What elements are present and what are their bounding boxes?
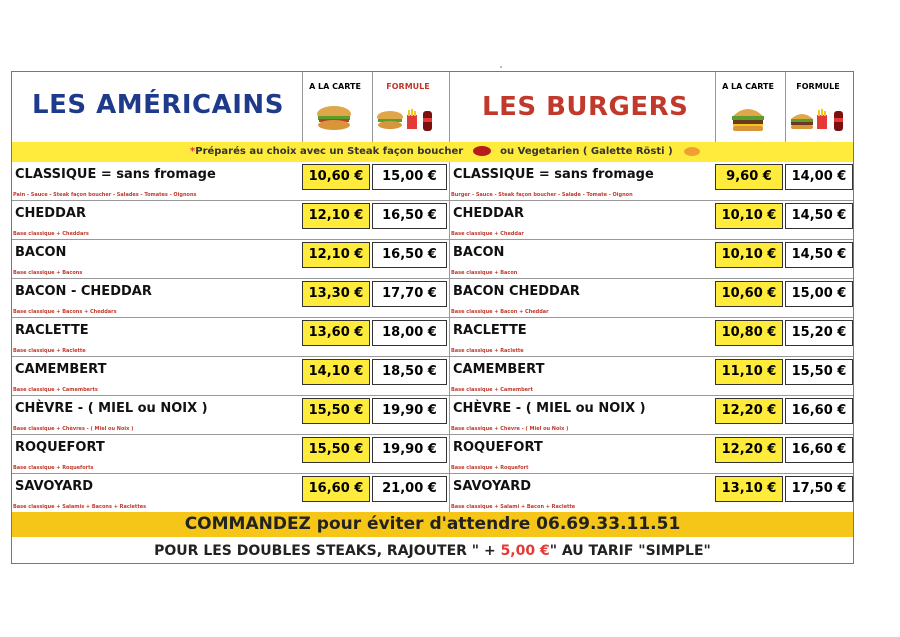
left-item-desc: Base classique + Chèvres - ( Miel ou Noix ) bbox=[13, 426, 134, 432]
left-formula-icon bbox=[375, 105, 445, 133]
left-item-name: CAMEMBERT bbox=[15, 362, 107, 377]
right-title: LES BURGERS bbox=[482, 92, 689, 122]
left-price-carte: 12,10 € bbox=[302, 242, 370, 268]
right-item-name: RACLETTE bbox=[453, 323, 527, 338]
right-item-desc: Base classique + Camembert bbox=[451, 387, 533, 393]
menu-sheet bbox=[11, 71, 854, 564]
double-after: " AU TARIF "SIMPLE" bbox=[549, 543, 711, 559]
left-item-name: BACON bbox=[15, 245, 67, 260]
right-price-carte: 10,10 € bbox=[715, 203, 783, 229]
right-price-formule: 15,00 € bbox=[785, 281, 853, 307]
left-item-desc: Pain - Sauce - Steak façon boucher - Salades - Tomates - Oignons bbox=[13, 192, 197, 198]
left-price-carte: 12,10 € bbox=[302, 203, 370, 229]
order-banner: COMMANDEZ pour éviter d'attendre 06.69.33.11.51 bbox=[12, 512, 853, 537]
left-price-carte: 10,60 € bbox=[302, 164, 370, 190]
right-price-carte: 12,20 € bbox=[715, 398, 783, 424]
right-price-carte: 9,60 € bbox=[715, 164, 783, 190]
note-star: * bbox=[190, 146, 196, 157]
left-price-carte: 13,60 € bbox=[302, 320, 370, 346]
right-price-carte: 10,80 € bbox=[715, 320, 783, 346]
note-part1: Préparés au choix avec un Steak façon boucher bbox=[195, 146, 464, 157]
right-price-formule: 14,00 € bbox=[785, 164, 853, 190]
right-item-desc: Base classique + Chèvre - ( Miel ou Noix ) bbox=[451, 426, 569, 432]
right-item-name: ROQUEFORT bbox=[453, 440, 543, 455]
left-price-carte: 14,10 € bbox=[302, 359, 370, 385]
right-formula-icon bbox=[789, 105, 855, 133]
right-price-formule: 16,60 € bbox=[785, 398, 853, 424]
right-item-name: CAMEMBERT bbox=[453, 362, 545, 377]
left-item-desc: Base classique + Bacons + Cheddars bbox=[13, 309, 117, 315]
preparation-note bbox=[190, 146, 700, 157]
left-item-desc: Base classique + Raclette bbox=[13, 348, 86, 354]
left-item-name: CLASSIQUE = sans fromage bbox=[15, 167, 216, 182]
left-item-name: SAVOYARD bbox=[15, 479, 93, 494]
double-amount: 5,00 € bbox=[500, 543, 550, 559]
note-part2: ou Vegetarien ( Galette Rösti ) bbox=[500, 146, 673, 157]
right-item-name: SAVOYARD bbox=[453, 479, 531, 494]
right-item-desc: Burger - Sauce - Steak façon boucher - Salade - Tomate - Oignon bbox=[451, 192, 633, 198]
left-price-carte: 13,30 € bbox=[302, 281, 370, 307]
right-price-carte: 10,60 € bbox=[715, 281, 783, 307]
right-item-name: CHEDDAR bbox=[453, 206, 524, 221]
right-col-a-label: A LA CARTE bbox=[722, 82, 774, 91]
left-price-formule: 16,50 € bbox=[372, 242, 447, 268]
right-item-name: BACON bbox=[453, 245, 505, 260]
right-item-name: CLASSIQUE = sans fromage bbox=[453, 167, 654, 182]
left-price-formule: 18,50 € bbox=[372, 359, 447, 385]
left-price-formule: 15,00 € bbox=[372, 164, 447, 190]
left-item-desc: Base classique + Camemberts bbox=[13, 387, 98, 393]
right-price-formule: 16,60 € bbox=[785, 437, 853, 463]
right-price-formule: 17,50 € bbox=[785, 476, 853, 502]
left-price-formule: 19,90 € bbox=[372, 398, 447, 424]
right-col-b-label: FORMULE bbox=[796, 82, 840, 91]
left-item-name: BACON - CHEDDAR bbox=[15, 284, 152, 299]
right-item-desc: Base classique + Roquefort bbox=[451, 465, 529, 471]
left-price-formule: 18,00 € bbox=[372, 320, 447, 346]
right-price-formule: 14,50 € bbox=[785, 203, 853, 229]
right-burger-icon bbox=[728, 102, 768, 134]
right-item-name: BACON CHEDDAR bbox=[453, 284, 580, 299]
right-price-formule: 15,20 € bbox=[785, 320, 853, 346]
left-item-name: RACLETTE bbox=[15, 323, 89, 338]
right-price-carte: 10,10 € bbox=[715, 242, 783, 268]
left-item-name: CHÈVRE - ( MIEL ou NOIX ) bbox=[15, 401, 208, 416]
right-item-desc: Base classique + Bacon + Cheddar bbox=[451, 309, 549, 315]
right-item-name: CHÈVRE - ( MIEL ou NOIX ) bbox=[453, 401, 646, 416]
left-price-formule: 21,00 € bbox=[372, 476, 447, 502]
left-price-formule: 17,70 € bbox=[372, 281, 447, 307]
left-price-formule: 16,50 € bbox=[372, 203, 447, 229]
right-price-carte: 11,10 € bbox=[715, 359, 783, 385]
right-price-carte: 13,10 € bbox=[715, 476, 783, 502]
right-item-desc: Base classique + Bacon bbox=[451, 270, 518, 276]
left-price-carte: 15,50 € bbox=[302, 398, 370, 424]
left-col-a-label: A LA CARTE bbox=[309, 82, 361, 91]
right-price-formule: 14,50 € bbox=[785, 242, 853, 268]
left-item-name: CHEDDAR bbox=[15, 206, 86, 221]
right-item-desc: Base classique + Cheddar bbox=[451, 231, 524, 237]
double-before: POUR LES DOUBLES STEAKS, RAJOUTER " + bbox=[154, 543, 501, 559]
right-price-formule: 15,50 € bbox=[785, 359, 853, 385]
left-col-b-label: FORMULE bbox=[386, 82, 430, 91]
left-item-desc: Base classique + Bacons bbox=[13, 270, 83, 276]
left-item-desc: Base classique + Cheddars bbox=[13, 231, 89, 237]
right-item-desc: Base classique + Salami + Bacon + Raclette bbox=[451, 504, 576, 510]
left-price-carte: 15,50 € bbox=[302, 437, 370, 463]
left-title: LES AMÉRICAINS bbox=[32, 90, 284, 120]
left-item-name: ROQUEFORT bbox=[15, 440, 105, 455]
right-item-desc: Base classique + Raclette bbox=[451, 348, 524, 354]
left-item-desc: Base classique + Roqueforts bbox=[13, 465, 94, 471]
left-price-formule: 19,90 € bbox=[372, 437, 447, 463]
double-steak-note bbox=[12, 537, 853, 565]
rosti-icon bbox=[684, 147, 700, 156]
right-price-carte: 12,20 € bbox=[715, 437, 783, 463]
left-sandwich-icon bbox=[314, 102, 354, 132]
left-price-carte: 16,60 € bbox=[302, 476, 370, 502]
steak-icon bbox=[473, 146, 491, 156]
left-item-desc: Base classique + Salamis + Bacons + Raclettes bbox=[13, 504, 147, 510]
